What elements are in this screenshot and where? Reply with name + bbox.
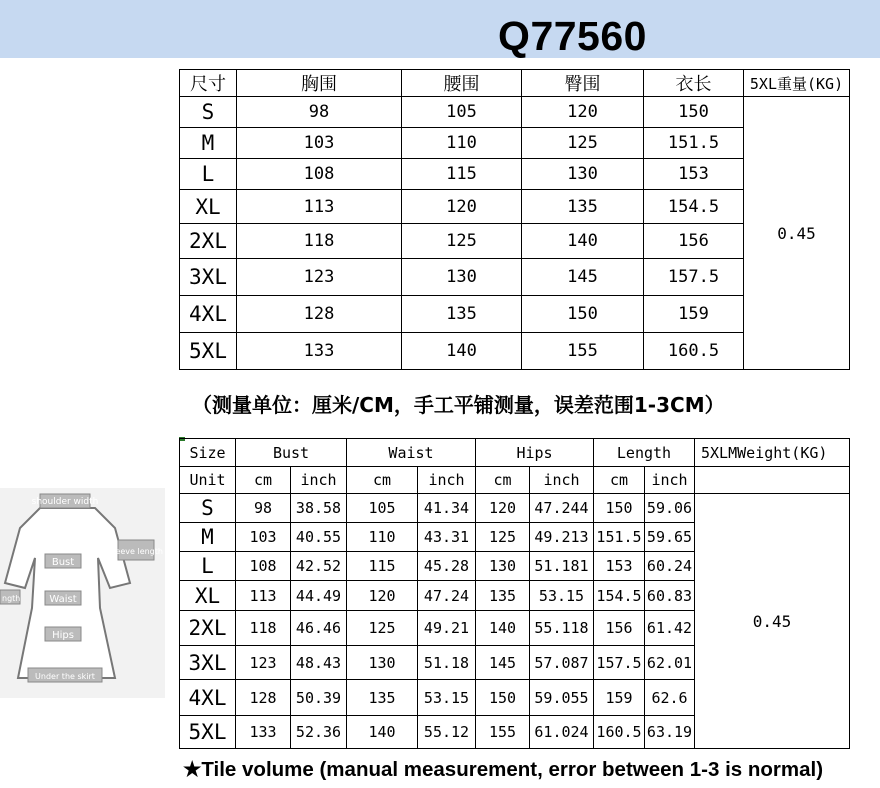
cell-weight: 0.45: [744, 97, 850, 370]
product-code-title: Q77560: [498, 13, 647, 59]
cell-size: M: [180, 128, 237, 159]
cell: 118: [236, 611, 291, 646]
cell: 151.5: [644, 128, 744, 159]
empty-cell: [695, 467, 850, 494]
cell: 150: [476, 680, 530, 716]
cell: 160.5: [594, 716, 645, 749]
cell: 157.5: [594, 646, 645, 680]
cell: 110: [347, 523, 418, 552]
cell: 120: [522, 97, 644, 128]
cell: 140: [402, 333, 522, 370]
cell: 155: [522, 333, 644, 370]
cell: 140: [522, 224, 644, 259]
cell: 120: [347, 581, 418, 611]
cell-size: 5XL: [180, 333, 237, 370]
cell: 42.52: [291, 552, 347, 581]
unit-inch: inch: [530, 467, 594, 494]
cell: 115: [347, 552, 418, 581]
header-hips: 臀围: [522, 70, 644, 97]
cell: 44.49: [291, 581, 347, 611]
cell-size: S: [180, 494, 236, 523]
cell: 160.5: [644, 333, 744, 370]
cell: 128: [237, 296, 402, 333]
cell: 130: [347, 646, 418, 680]
diagram-label: Bust: [51, 557, 75, 568]
cell: 125: [522, 128, 644, 159]
header-bust: 胸围: [237, 70, 402, 97]
cell: 154.5: [594, 581, 645, 611]
cell: 110: [402, 128, 522, 159]
header-weight: 5XLMWeight(KG): [695, 439, 850, 467]
cell: 108: [236, 552, 291, 581]
unit-cm: cm: [476, 467, 530, 494]
cell-size: S: [180, 97, 237, 128]
table-header-row: [180, 70, 850, 97]
unit-inch: inch: [291, 467, 347, 494]
diagram-label: Under the skirt: [35, 672, 95, 681]
cell: 150: [644, 97, 744, 128]
cell: 153: [644, 159, 744, 190]
cell: 46.46: [291, 611, 347, 646]
cell: 140: [476, 611, 530, 646]
cell-size: M: [180, 523, 236, 552]
header-bust: Bust: [236, 439, 347, 467]
cell: 153: [594, 552, 645, 581]
cell: 130: [476, 552, 530, 581]
cell-size: 4XL: [180, 296, 237, 333]
cell: 63.19: [645, 716, 695, 749]
cell: 115: [402, 159, 522, 190]
cell: 113: [237, 190, 402, 224]
cell: 120: [402, 190, 522, 224]
header-size: 尺寸: [180, 70, 237, 97]
cell: 133: [237, 333, 402, 370]
cell: 135: [522, 190, 644, 224]
cell: 59.055: [530, 680, 594, 716]
cell: 38.58: [291, 494, 347, 523]
cell: 103: [237, 128, 402, 159]
table-row: [180, 494, 850, 523]
cell: 43.31: [418, 523, 476, 552]
cell: 40.55: [291, 523, 347, 552]
cell: 105: [347, 494, 418, 523]
unit-cm: cm: [347, 467, 418, 494]
cell: 51.18: [418, 646, 476, 680]
cell: 105: [402, 97, 522, 128]
cell-size: XL: [180, 581, 236, 611]
diagram-label: ngth: [2, 594, 21, 603]
cell: 61.024: [530, 716, 594, 749]
cell: 128: [236, 680, 291, 716]
cell-size: 4XL: [180, 680, 236, 716]
cell: 49.21: [418, 611, 476, 646]
cell: 55.12: [418, 716, 476, 749]
cell: 61.42: [645, 611, 695, 646]
cell: 62.6: [645, 680, 695, 716]
cell: 123: [237, 259, 402, 296]
header-length: 衣长: [644, 70, 744, 97]
cell: 98: [237, 97, 402, 128]
cell: 125: [347, 611, 418, 646]
cell-size: 2XL: [180, 611, 236, 646]
cell: 125: [402, 224, 522, 259]
table-row: [180, 97, 850, 128]
cell: 47.24: [418, 581, 476, 611]
cell: 155: [476, 716, 530, 749]
cell: 55.118: [530, 611, 594, 646]
cell: 48.43: [291, 646, 347, 680]
cell: 130: [522, 159, 644, 190]
cell: 59.65: [645, 523, 695, 552]
cell: 113: [236, 581, 291, 611]
cell-size: L: [180, 159, 237, 190]
size-chart-en: [179, 438, 850, 749]
cell: 41.34: [418, 494, 476, 523]
unit-row: [180, 467, 850, 494]
cell-size: 3XL: [180, 259, 237, 296]
header-size: Size: [180, 439, 236, 467]
cell: 130: [402, 259, 522, 296]
cell-size: 3XL: [180, 646, 236, 680]
cell: 62.01: [645, 646, 695, 680]
cell-size: 5XL: [180, 716, 236, 749]
unit-inch: inch: [645, 467, 695, 494]
header-waist: Waist: [347, 439, 476, 467]
cell: 125: [476, 523, 530, 552]
diagram-label: Hips: [52, 630, 74, 641]
cell: 154.5: [644, 190, 744, 224]
cell: 118: [237, 224, 402, 259]
header-unit: Unit: [180, 467, 236, 494]
cell-weight: 0.45: [695, 494, 850, 749]
cell: 159: [644, 296, 744, 333]
cell: 140: [347, 716, 418, 749]
header-weight: 5XL重量(KG): [744, 70, 850, 97]
cell: 150: [522, 296, 644, 333]
cell: 156: [594, 611, 645, 646]
cell: 135: [347, 680, 418, 716]
cell: 47.244: [530, 494, 594, 523]
table-header-row: [180, 439, 850, 467]
cell: 135: [402, 296, 522, 333]
unit-cm: cm: [594, 467, 645, 494]
cell: 52.36: [291, 716, 347, 749]
cell-size: XL: [180, 190, 237, 224]
cell: 59.06: [645, 494, 695, 523]
cell: 133: [236, 716, 291, 749]
cell: 53.15: [418, 680, 476, 716]
cell: 145: [476, 646, 530, 680]
cell-size: 2XL: [180, 224, 237, 259]
cell: 103: [236, 523, 291, 552]
header-waist: 腰围: [402, 70, 522, 97]
cell: 49.213: [530, 523, 594, 552]
cell: 98: [236, 494, 291, 523]
cell: 45.28: [418, 552, 476, 581]
cell: 108: [237, 159, 402, 190]
cell: 145: [522, 259, 644, 296]
cell: 123: [236, 646, 291, 680]
cell: 120: [476, 494, 530, 523]
cell: 51.181: [530, 552, 594, 581]
diagram-label: Waist: [49, 594, 77, 605]
garment-measurement-diagram: [0, 488, 165, 698]
diagram-label: shoulder width: [31, 497, 99, 507]
cell: 150: [594, 494, 645, 523]
cell: 135: [476, 581, 530, 611]
unit-cm: cm: [236, 467, 291, 494]
measurement-note-en: ★Tile volume (manual measurement, error between 1-3 is normal): [183, 758, 824, 781]
unit-inch: inch: [418, 467, 476, 494]
cell-size: L: [180, 552, 236, 581]
header-hips: Hips: [476, 439, 594, 467]
cell: 53.15: [530, 581, 594, 611]
cell: 159: [594, 680, 645, 716]
cell: 157.5: [644, 259, 744, 296]
cell: 60.83: [645, 581, 695, 611]
cell: 151.5: [594, 523, 645, 552]
cell: 57.087: [530, 646, 594, 680]
cell: 156: [644, 224, 744, 259]
size-chart-cn: [179, 69, 850, 370]
diagram-label: sleeve length: [109, 547, 163, 556]
measurement-note-cn: （测量单位：厘米/CM，手工平铺测量，误差范围1-3CM）: [192, 393, 725, 417]
header-length: Length: [594, 439, 695, 467]
cell: 50.39: [291, 680, 347, 716]
cell: 60.24: [645, 552, 695, 581]
